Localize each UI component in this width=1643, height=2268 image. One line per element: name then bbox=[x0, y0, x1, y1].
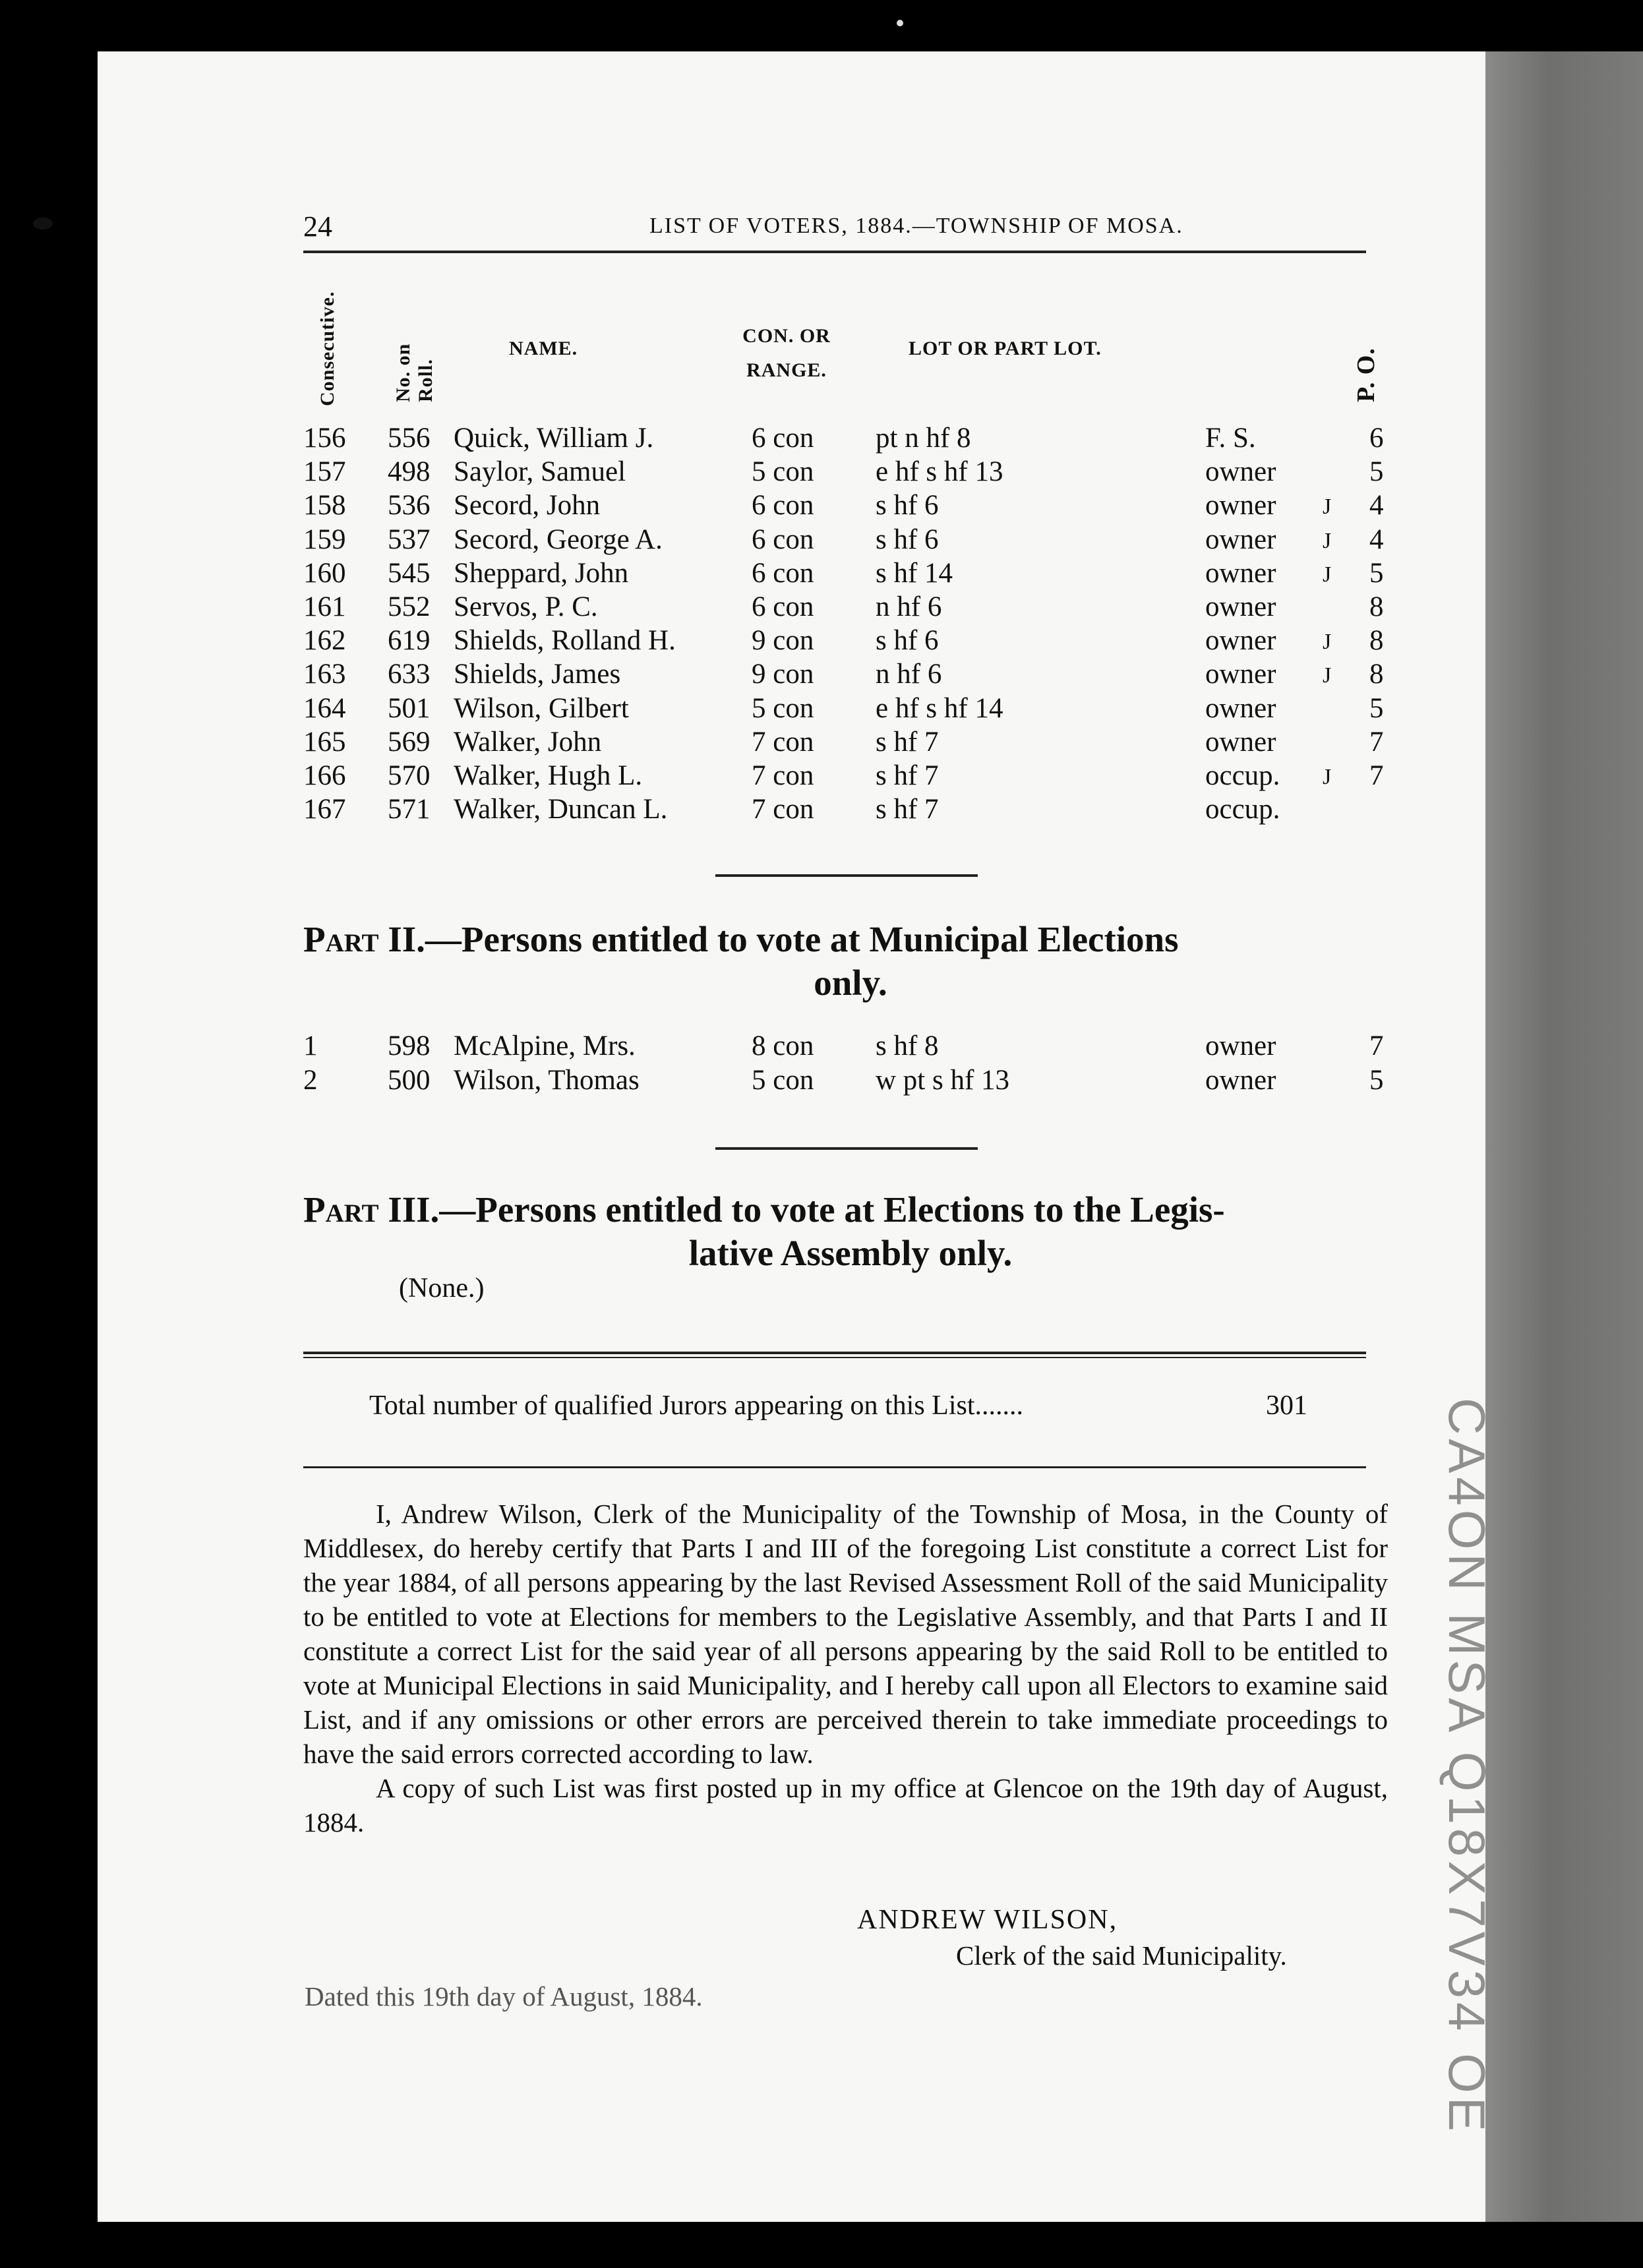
voter-status: owner bbox=[1205, 692, 1276, 724]
voter-status: F. S. bbox=[1205, 423, 1256, 454]
concession: 6 con bbox=[752, 591, 814, 622]
lot-description: e hf s hf 13 bbox=[876, 456, 1003, 488]
margin-stamp: CA4ON MSA Q18X7V34 OE bbox=[1438, 1398, 1496, 2135]
table-row bbox=[303, 456, 1398, 490]
scan-speck bbox=[33, 218, 53, 229]
concession: 7 con bbox=[752, 726, 814, 758]
col-lot: LOT OR PART LOT. bbox=[909, 338, 1102, 359]
consecutive-number: 165 bbox=[303, 726, 346, 758]
concession: 7 con bbox=[752, 794, 814, 825]
lot-description: s hf 7 bbox=[876, 760, 939, 791]
post-office: 7 bbox=[1369, 760, 1384, 791]
voter-name: Quick, William J. bbox=[454, 423, 654, 454]
consecutive-number: 164 bbox=[303, 692, 346, 724]
consecutive-number: 158 bbox=[303, 490, 346, 522]
voter-name: Shields, James bbox=[454, 659, 621, 690]
roll-number: 536 bbox=[388, 490, 431, 522]
part3-heading bbox=[303, 1188, 1398, 1275]
roll-number: 552 bbox=[388, 591, 431, 622]
table-row bbox=[303, 726, 1398, 760]
voter-name: Wilson, Gilbert bbox=[454, 692, 629, 724]
voter-name: Walker, Duncan L. bbox=[454, 794, 668, 825]
signer-title: Clerk of the said Municipality. bbox=[956, 1940, 1287, 1971]
post-office: 8 bbox=[1369, 625, 1384, 657]
roll-number: 498 bbox=[388, 456, 431, 488]
roll-number: 501 bbox=[388, 692, 431, 724]
juror-mark: J bbox=[1323, 562, 1332, 587]
header-rule bbox=[303, 251, 1366, 253]
table-row bbox=[303, 624, 1398, 659]
part2-line2: only. bbox=[814, 963, 887, 1003]
page-number: 24 bbox=[303, 210, 332, 243]
voter-status: owner bbox=[1205, 1030, 1276, 1061]
voter-status: owner bbox=[1205, 1065, 1276, 1096]
roll-number: 570 bbox=[388, 760, 431, 791]
concession: 9 con bbox=[752, 659, 814, 690]
col-roll: No. on Roll. bbox=[392, 343, 436, 402]
voter-name: McAlpine, Mrs. bbox=[454, 1030, 636, 1061]
section-rule bbox=[715, 1147, 978, 1150]
consecutive-number: 156 bbox=[303, 423, 346, 454]
post-office: 5 bbox=[1369, 557, 1384, 589]
concession: 6 con bbox=[752, 557, 814, 589]
voter-status: occup. bbox=[1205, 794, 1280, 825]
consecutive-number: 166 bbox=[303, 760, 346, 791]
voter-name: Shields, Rolland H. bbox=[454, 625, 676, 657]
post-office: 4 bbox=[1369, 490, 1384, 522]
post-office: 5 bbox=[1369, 456, 1384, 488]
lot-description: n hf 6 bbox=[876, 659, 942, 690]
lot-description: s hf 14 bbox=[876, 557, 953, 589]
roll-number: 571 bbox=[388, 794, 431, 825]
part3-line1: —Persons entitled to vote at Elections to the Legis- bbox=[439, 1189, 1225, 1230]
voter-status: owner bbox=[1205, 490, 1276, 522]
roll-number: 633 bbox=[388, 659, 431, 690]
consecutive-number: 157 bbox=[303, 456, 346, 488]
certificate-para2: A copy of such List was first posted up in my office at Glencoe on the 19th day of August, 1884. bbox=[303, 1773, 1388, 1837]
col-name: NAME. bbox=[509, 338, 578, 359]
signer-name: ANDREW WILSON, bbox=[857, 1905, 1118, 1935]
consecutive-number: 2 bbox=[303, 1065, 318, 1096]
lot-description: s hf 7 bbox=[876, 794, 939, 825]
voter-name: Secord, George A. bbox=[454, 523, 663, 555]
juror-mark: J bbox=[1323, 630, 1332, 655]
table-row bbox=[303, 489, 1398, 523]
double-rule-top bbox=[303, 1352, 1366, 1354]
concession: 9 con bbox=[752, 625, 814, 657]
page-header bbox=[204, 210, 1365, 256]
consecutive-number: 160 bbox=[303, 557, 346, 589]
table-row bbox=[303, 557, 1398, 591]
lot-description: s hf 8 bbox=[876, 1030, 939, 1061]
table-row bbox=[303, 1064, 1398, 1098]
consecutive-number: 163 bbox=[303, 659, 346, 690]
table-row bbox=[303, 523, 1398, 558]
post-office: 8 bbox=[1369, 591, 1384, 622]
voter-name: Wilson, Thomas bbox=[454, 1065, 640, 1096]
col-po: P. O. bbox=[1352, 347, 1380, 402]
post-office: 5 bbox=[1369, 692, 1384, 724]
total-label: Total number of qualified Jurors appearing on this List....... bbox=[369, 1390, 1024, 1421]
col-consecutive: Consecutive. bbox=[316, 291, 338, 406]
concession: 5 con bbox=[752, 1065, 814, 1096]
concession: 6 con bbox=[752, 523, 814, 555]
table-row bbox=[303, 658, 1398, 692]
voter-status: owner bbox=[1205, 659, 1276, 690]
concession: 8 con bbox=[752, 1030, 814, 1061]
lot-description: pt n hf 8 bbox=[876, 423, 971, 454]
book-edge bbox=[1485, 51, 1643, 2222]
consecutive-number: 162 bbox=[303, 625, 346, 657]
post-office: 6 bbox=[1369, 423, 1384, 454]
voter-status: owner bbox=[1205, 523, 1276, 555]
part3-none: (None.) bbox=[399, 1273, 485, 1303]
page-title: LIST OF VOTERS, 1884.—TOWNSHIP OF MOSA. bbox=[649, 214, 1183, 238]
certificate bbox=[303, 1497, 1388, 1839]
table-row bbox=[303, 793, 1398, 827]
concession: 5 con bbox=[752, 456, 814, 488]
voter-status: owner bbox=[1205, 591, 1276, 622]
post-office: 7 bbox=[1369, 726, 1384, 758]
juror-mark: J bbox=[1323, 663, 1332, 688]
lot-description: w pt s hf 13 bbox=[876, 1065, 1010, 1096]
concession: 6 con bbox=[752, 423, 814, 454]
part2-line1: —Persons entitled to vote at Municipal Elections bbox=[425, 919, 1179, 959]
roll-number: 545 bbox=[388, 557, 431, 589]
voter-status: owner bbox=[1205, 625, 1276, 657]
post-office: 5 bbox=[1369, 1065, 1384, 1096]
juror-mark: J bbox=[1323, 765, 1332, 789]
roll-number: 556 bbox=[388, 423, 431, 454]
section-rule bbox=[715, 874, 978, 877]
part3-line2: lative Assembly only. bbox=[688, 1233, 1013, 1273]
post-office: 4 bbox=[1369, 523, 1384, 555]
lot-description: s hf 7 bbox=[876, 726, 939, 758]
lot-description: n hf 6 bbox=[876, 591, 942, 622]
roll-number: 619 bbox=[388, 625, 431, 657]
consecutive-number: 161 bbox=[303, 591, 346, 622]
voter-status: owner bbox=[1205, 726, 1276, 758]
concession: 5 con bbox=[752, 692, 814, 724]
voter-name: Walker, Hugh L. bbox=[454, 760, 643, 791]
certificate-para1: I, Andrew Wilson, Clerk of the Municipality of the Township of Mosa, in the County of Middlesex, do hereby certify that Parts I and III of the foregoing List constitute a correct List for the year 1884, of all persons appearing by the last Revised Assessment Roll of the said Municipality to be entitled to vote at Elections for members to the Legislative Assembly, and that Parts I and II constitute a correct List for the said year of all persons appearing by the said Roll to be entitled to vote at Municipal Elections in said Municipality, and I hereby call upon all Electors to examine said List, and if any omissions or other errors are perceived therein to take immediate proceedings to have the said errors corrected according to law. bbox=[303, 1499, 1388, 1769]
table-row bbox=[303, 692, 1398, 727]
concession: 6 con bbox=[752, 490, 814, 522]
certificate-rule bbox=[303, 1466, 1366, 1468]
post-office: 7 bbox=[1369, 1030, 1384, 1061]
consecutive-number: 167 bbox=[303, 794, 346, 825]
voter-name: Saylor, Samuel bbox=[454, 456, 626, 488]
total-line bbox=[369, 1390, 1307, 1421]
concession: 7 con bbox=[752, 760, 814, 791]
voter-status: occup. bbox=[1205, 760, 1280, 791]
post-office: 8 bbox=[1369, 659, 1384, 690]
table-row bbox=[303, 591, 1398, 625]
roll-number: 537 bbox=[388, 523, 431, 555]
juror-mark: J bbox=[1323, 528, 1332, 553]
table-row bbox=[303, 1030, 1398, 1064]
voter-name: Servos, P. C. bbox=[454, 591, 598, 622]
lot-description: e hf s hf 14 bbox=[876, 692, 1003, 724]
dated-line: Dated this 19th day of August, 1884. bbox=[305, 1981, 703, 2012]
roll-number: 598 bbox=[388, 1030, 431, 1061]
consecutive-number: 159 bbox=[303, 523, 346, 555]
double-rule-bottom bbox=[303, 1357, 1366, 1358]
voter-name: Secord, John bbox=[454, 490, 601, 522]
total-value: 301 bbox=[1266, 1390, 1307, 1421]
voter-status: owner bbox=[1205, 456, 1276, 488]
roll-number: 500 bbox=[388, 1065, 431, 1096]
col-con-range: CON. OR RANGE. bbox=[742, 325, 831, 381]
roll-number: 569 bbox=[388, 726, 431, 758]
voter-name: Sheppard, John bbox=[454, 557, 629, 589]
voter-status: owner bbox=[1205, 557, 1276, 589]
table-row bbox=[303, 422, 1398, 456]
part2-label: Part II. bbox=[303, 919, 425, 959]
juror-mark: J bbox=[1323, 494, 1332, 520]
lot-description: s hf 6 bbox=[876, 625, 939, 657]
lot-description: s hf 6 bbox=[876, 490, 939, 522]
scan-speck bbox=[897, 20, 903, 26]
lot-description: s hf 6 bbox=[876, 523, 939, 555]
part2-heading bbox=[303, 918, 1398, 1005]
consecutive-number: 1 bbox=[303, 1030, 318, 1061]
voter-name: Walker, John bbox=[454, 726, 602, 758]
table-row bbox=[303, 760, 1398, 794]
part3-label: Part III. bbox=[303, 1189, 440, 1230]
